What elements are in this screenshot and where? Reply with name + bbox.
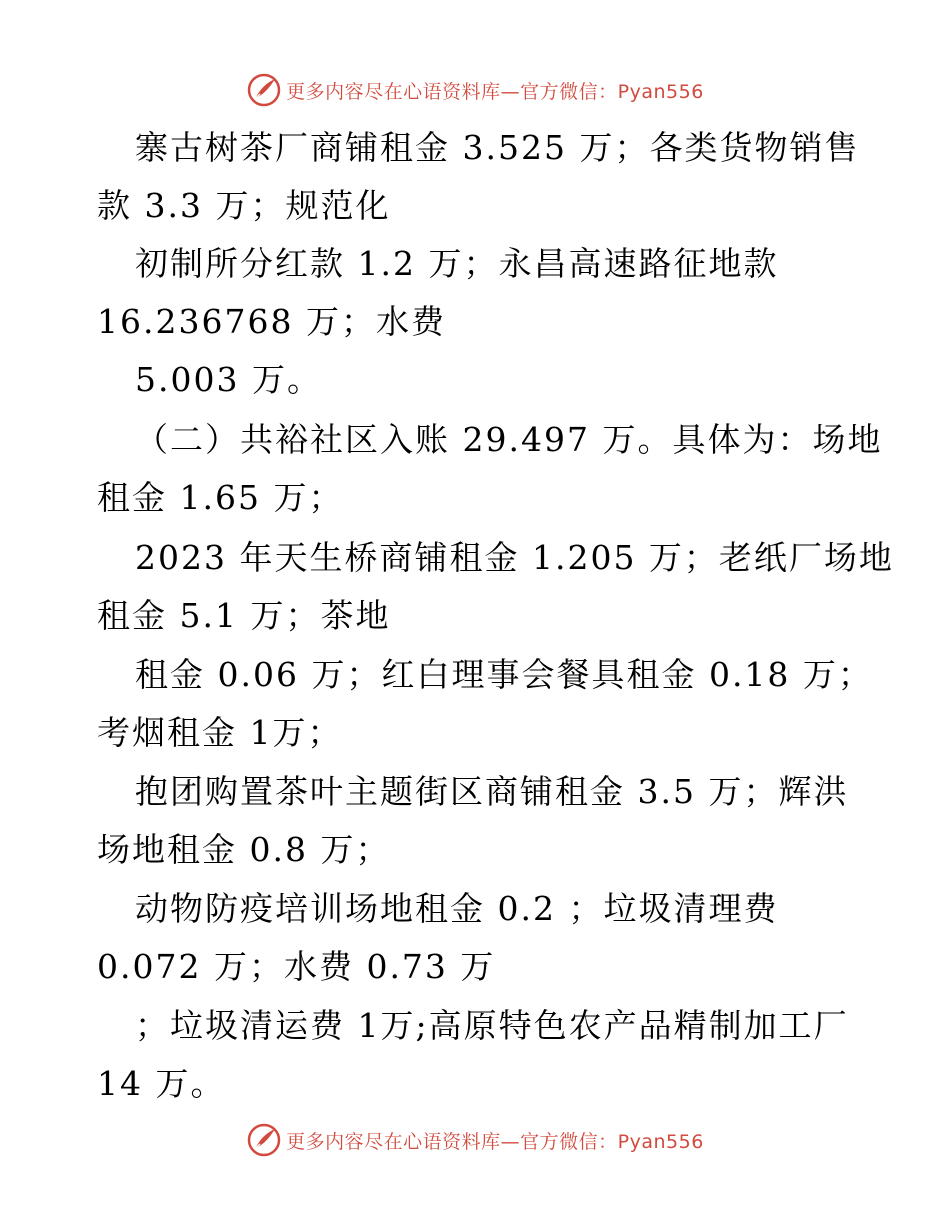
text-line: 动物防疫培训场地租金 0.2 ；垃圾清理费 xyxy=(135,889,779,928)
text-line: ；垃圾清运费 1万;高原特色农产品精制加工厂 xyxy=(135,1006,849,1045)
banner-text: 更多内容尽在心语资料库—官方微信：Pyan556 xyxy=(286,80,704,103)
text-line: 寨古树茶厂商铺租金 3.525 万；各类货物销售 xyxy=(135,128,860,167)
text-line: 14 万。 xyxy=(97,1064,226,1103)
text-line: 16.236768 万；水费 xyxy=(97,302,446,341)
feather-pen-logo-icon xyxy=(246,72,282,108)
banner-text: 更多内容尽在心语资料库—官方微信：Pyan556 xyxy=(286,1130,704,1153)
text-line: 0.072 万；水费 0.73 万 xyxy=(97,947,496,986)
text-line: 租金 0.06 万；红白理事会餐具租金 0.18 万； xyxy=(135,655,873,694)
text-line: 抱团购置茶叶主题街区商铺租金 3.5 万；辉洪 xyxy=(135,772,849,811)
footer-watermark-banner xyxy=(0,1120,950,1160)
text-line: 租金 1.65 万； xyxy=(97,478,344,517)
header-watermark-banner xyxy=(0,70,950,110)
text-line: 5.003 万。 xyxy=(135,360,322,399)
text-line: 款 3.3 万；规范化 xyxy=(97,186,391,225)
text-line: 考烟租金 1万； xyxy=(97,713,343,752)
text-line: 初制所分红款 1.2 万；永昌高速路征地款 xyxy=(135,244,779,283)
text-line: 场地租金 0.8 万； xyxy=(97,830,391,869)
text-line: （二）共裕社区入账 29.497 万。具体为：场地 xyxy=(135,420,883,459)
text-line: 租金 5.1 万；茶地 xyxy=(97,596,391,635)
feather-pen-logo-icon xyxy=(246,1122,282,1158)
text-line: 2023 年天生桥商铺租金 1.205 万；老纸厂场地 xyxy=(135,538,894,577)
